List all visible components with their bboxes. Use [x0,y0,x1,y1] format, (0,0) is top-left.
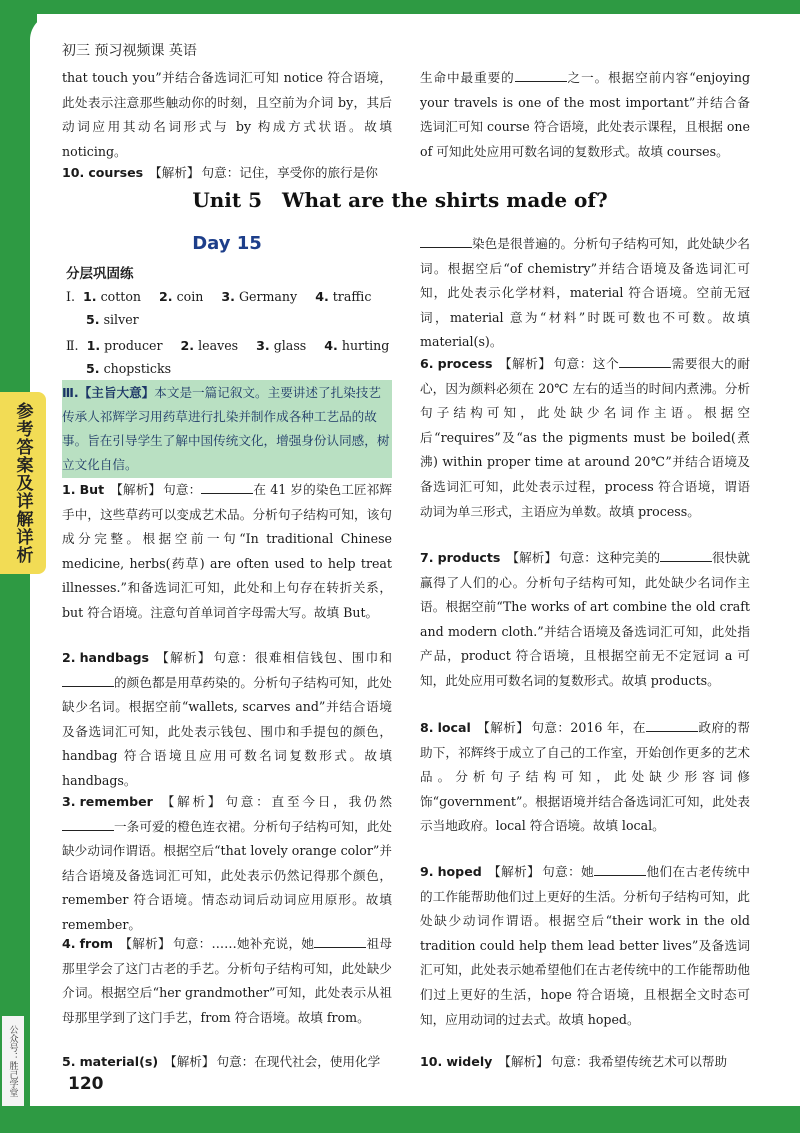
item-number: 3. [256,338,270,353]
paragraph-text: 生命中最重要的 [420,70,515,85]
item-answer: remember [79,794,153,809]
item-answer: material(s) [79,1054,159,1069]
analysis-tag: 【解析】 [158,794,224,809]
paragraph-text: 句意：直至今日，我仍然 [225,794,393,809]
paragraph-text: 的颜色都是用草药染的。分析句子结构可知，此处缺少名词。根据空前“wallets, scarves and”并结合语境及备选词汇可知，此处表示钱包、围巾和手提包的颜色，handbag 符合语境且应用可数名词复数形式。故填 handbags。 [62,674,392,788]
answer-blank [515,69,567,82]
item-number: 7. [420,550,434,565]
item-number: 1. [62,482,76,497]
paragraph-text: that touch you”并结合备选词汇可知 notice 符合语境，此处表示注意那些触动你的时刻，且空前为介词 by，其后动词应用其动名词形式与 by 构成方式状语。故填 noticing。 [62,70,392,159]
answer-item-10-continued [420,66,750,164]
item-number: 1. [83,289,97,304]
item-number: 6. [420,356,434,371]
paragraph-text: 句意： [163,482,202,497]
paragraph-text: 他们在古老传统中的工作能帮助他们过上更好的生活。分析句子结构可知，此处缺少动词作谓语。根据空后“their work in the old tradition could help them lead better lives”及备选词汇可知，此处表示她希望他们在古老传统中的工作能帮助他们过上更好的生活，hope 符合语境，且根据全文时态可知，应用动词的过去式。故填 hoped。 [420,864,751,1027]
analysis-tag: 【解析】 [498,1054,549,1069]
exercise-2-row-2 [86,358,171,380]
paragraph-text: 句意：这个 [553,356,620,371]
item-number: 3. [62,794,76,809]
paragraph-text: 染色是很普遍的。分析句子结构可知，此处缺少名词。根据空后“of chemistry”并结合语境及备选词汇可知，此处表示化学材料，material 符合语境。空前无冠词，material 意为“材料”时既可数也不可数。故填 material(s)。 [420,236,750,350]
item-number: 5. [86,361,100,376]
paragraph-text: 之一。根据空前内容“enjoying your travels is one of the most important”并结合备选词汇可知 course 符合语境，此处表示课程，且根据 one of 可知此处应用可数名词的复数形式。故填 courses。 [420,70,751,159]
answer-item-3 [62,790,392,938]
exercise-1-row-1 [66,286,371,308]
unit-number: Unit 5 [192,188,263,212]
answer-item-5 [62,1050,392,1075]
answer-item-2 [62,646,392,794]
item-number: 5. [86,312,100,327]
item-number: 2. [180,338,195,353]
word-answer: traffic [332,289,372,304]
item-answer: handbags [79,650,150,665]
answer-item-1 [62,478,392,626]
answer-blank [660,549,712,562]
exercise-1-row-2 [86,309,139,331]
footer-watermark [2,1016,24,1106]
unit-title [0,188,800,212]
analysis-tag: 【解析】 [164,1054,215,1069]
analysis-tag: 【解析】 [155,650,212,665]
page-frame-bottom [0,1106,800,1133]
paragraph-text: 句意：很难相信钱包、围巾和 [213,650,393,665]
item-number: 8. [420,720,434,735]
answer-item-10 [62,161,392,186]
item-answer: hoped [437,864,482,879]
item-number: 2. [62,650,76,665]
answer-blank [619,355,671,368]
answer-item-9 [420,860,750,1032]
item-number: 1. [86,338,101,353]
answer-item-6 [420,352,750,524]
item-answer: products [437,550,501,565]
roman-numeral: Ⅰ. [66,289,75,304]
item-answer: process [437,356,493,371]
answer-item-4 [62,932,392,1030]
item-answer: from [79,936,114,951]
page-frame-top [0,0,800,14]
footer-watermark-text: 公众号：胜己学堂 [7,1025,18,1097]
item-number: 4. [324,338,338,353]
word-answer: cotton [100,289,142,304]
answer-item-8 [420,716,750,839]
item-number: 4. [315,289,329,304]
side-tab-label: 参考答案及详解详析 [12,402,33,564]
word-answer: leaves [198,338,239,353]
item-answer: But [79,482,105,497]
item-number: 5. [62,1054,76,1069]
section-heading: 分层巩固练 [66,266,134,282]
main-idea-label: Ⅲ.【主旨大意】 [62,385,155,400]
word-answer: Germany [238,289,298,304]
item-number: 2. [159,289,173,304]
main-idea-box [62,380,392,478]
analysis-tag: 【解析】 [110,482,162,497]
analysis-tag: 【解析】 [119,936,171,951]
answer-blank [62,674,114,687]
paragraph-text: 在 41 岁的染色工匠祁辉手中，这些草药可以变成艺术品。分析句子结构可知，该句成分完整。根据空前一句“In traditional Chinese medicine, herbs(药草) are often used to help treat illnesses.”和备选词汇可知，此处和上句存在转折关系，but 符合语境。注意句首单词首字母需大写。故填 But。 [62,482,393,620]
page-header: 初三 预习视频课 英语 [62,43,197,59]
paragraph-text: 很快就赢得了人们的心。分析句子结构可知，此处缺少名词作主语。根据空前“The works of art combine the old craft and modern cloth.”并结合语境及备选词汇可知，此处指产品，product 符合语境，且根据空前无不定冠词 a 可知，此处应用可数名词的复数形式。故填 products。 [420,550,751,688]
item-number: 10. [420,1054,443,1069]
answer-blank [201,481,253,494]
paragraph-text: 政府的帮助下，祁辉终于成立了自己的工作室，开始创作更多的艺术品。分析句子结构可知，此处缺少形容词修饰“government”。根据语境并结合备选词汇可知，此处表示当地政府。local 符合语境。故填 local。 [420,720,751,834]
analysis-tag: 【解析】 [498,356,552,371]
word-answer: producer [104,338,163,353]
paragraph-text: 需要很大的耐心，因为颜料必须在 20℃ 左右的适当的时间内煮沸。分析句子结构可知，此处缺少名词作主语。根据空后“requires”及“as the pigments must be boiled(煮沸) within proper time at around 20℃”并结合语境及备选词汇可知，此处表示过程，process 符合语境，谓语动词为单三形式，主语应为单数。故填 process。 [420,356,751,519]
word-answer: silver [103,312,139,327]
answer-item-5-continued [420,232,750,355]
item-number: 10. [62,165,85,180]
side-tab [0,392,46,574]
analysis-tag: 【解析】 [149,165,200,180]
item-number: 9. [420,864,434,879]
exercise-2-row-1 [66,335,389,357]
answer-item-10-bottom [420,1050,750,1075]
paragraph-text: 句意：2016 年，在 [531,720,646,735]
item-number: 4. [62,936,76,951]
unit-name: What are the shirts made of? [282,188,608,212]
analysis-tag: 【解析】 [487,864,541,879]
paragraph-text: 句意：在现代社会，使用化学 [216,1054,381,1069]
item-answer: local [437,720,471,735]
paragraph-text: 一条可爱的橙色连衣裙。分析句子结构可知，此处缺少动词作谓语。根据空后“that lovely orange color”并结合语境及备选词汇可知，此处表示仍然记得那个颜色，remember 符合语境。情态动词后动词应用原形。故填 remember。 [62,818,392,932]
answer-item-7 [420,546,750,694]
main-idea-text: 本文是一篇记叙文。主要讲述了扎染技艺传承人祁辉学习用药草进行扎染并制作成各种工艺品的故事。旨在引导学生了解中国传统文化，增强身份认同感，树立文化自信。 [62,385,390,472]
answer-blank [314,935,366,948]
paragraph-text: 祖母那里学会了这门古老的手艺。分析句子结构可知，此处缺少介词。根据空后“her grandmother”可知，此处表示从祖母那里学到了这门手艺，from 符合语境。故填 from。 [62,936,393,1025]
item-answer: courses [88,165,144,180]
paragraph-text: 句意：……她补充说，她 [172,936,315,951]
word-answer: glass [273,338,307,353]
item-number: 3. [221,289,235,304]
answer-item-9-continued [62,66,392,164]
answer-blank [420,235,472,248]
analysis-tag: 【解析】 [506,550,557,565]
paragraph-text: 句意：这种完美的 [559,550,661,565]
answer-blank [594,863,646,876]
paragraph-text: 句意：她 [542,864,595,879]
item-answer: widely [446,1054,493,1069]
roman-numeral: Ⅱ. [66,338,79,353]
answer-blank [62,818,114,831]
word-answer: coin [176,289,204,304]
analysis-tag: 【解析】 [476,720,530,735]
page-number: 120 [68,1074,104,1094]
word-answer: hurting [341,338,390,353]
answer-blank [646,719,698,732]
word-answer: chopsticks [103,361,172,376]
paragraph-text: 句意：我希望传统艺术可以帮助 [550,1054,728,1069]
paragraph-text: 句意：记住，享受你的旅行是你 [201,165,378,180]
day-title: Day 15 [192,233,262,254]
